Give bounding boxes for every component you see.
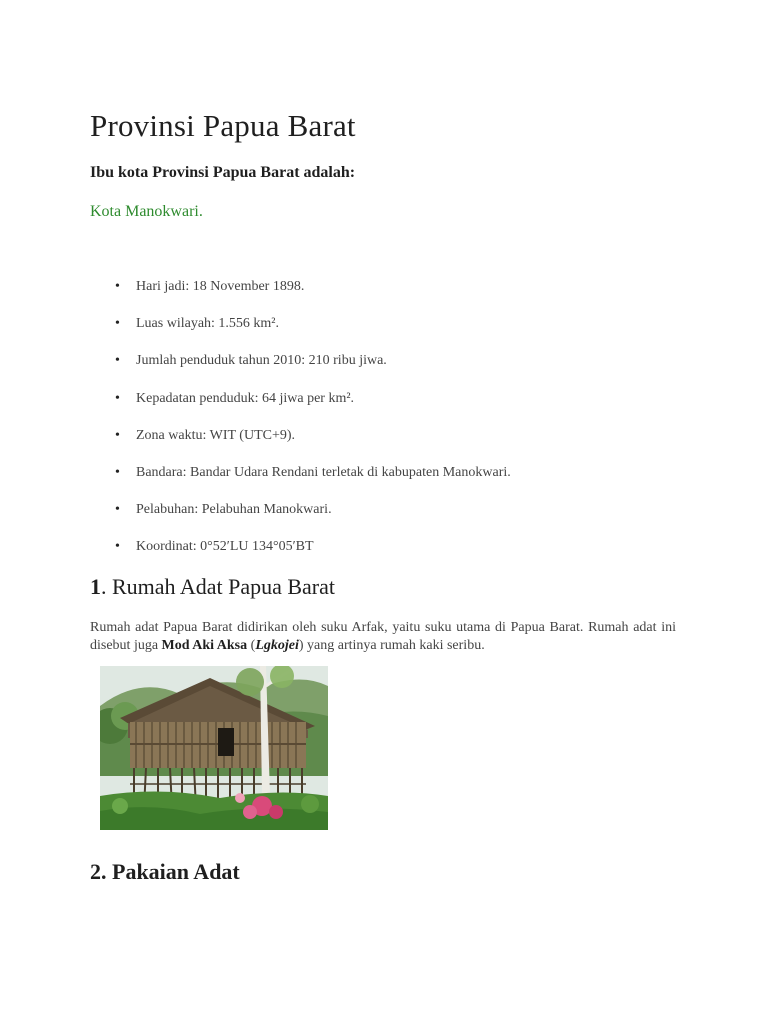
list-item <box>90 276 690 313</box>
list-item <box>90 536 690 573</box>
section-title: . Rumah Adat Papua Barat <box>101 574 336 599</box>
section-number: 2 <box>90 859 101 884</box>
capital-answer: Kota Manokwari. <box>90 203 203 220</box>
section-heading-pakaian-adat <box>90 859 240 885</box>
fact-text: Zona waktu: WIT (UTC+9). <box>136 427 296 443</box>
bullet-icon: • <box>115 353 120 369</box>
fact-text: Bandara: Bandar Udara Rendani terletak di kabupaten Manokwari. <box>136 464 511 480</box>
bullet-icon: • <box>115 390 120 406</box>
stilt-house-photo <box>100 666 328 830</box>
stilt-house-illustration <box>100 666 328 830</box>
section-heading-rumah-adat <box>90 574 335 600</box>
list-item <box>90 350 690 387</box>
list-item <box>90 425 690 462</box>
rumah-adat-paragraph <box>90 619 676 655</box>
capital-question: Ibu kota Provinsi Papua Barat adalah: <box>90 164 356 181</box>
bullet-icon: • <box>115 279 120 294</box>
bullet-icon: • <box>115 502 120 518</box>
para-bold-term: Mod Aki Aksa <box>161 638 248 653</box>
bullet-icon: • <box>115 427 120 443</box>
para-text: Rumah adat Papua Barat didirikan oleh suku Arfak, yaitu suku utama di Papua Barat. Rumah adat ini disebut juga <box>90 620 676 653</box>
bullet-icon: • <box>115 539 120 555</box>
list-item <box>90 499 690 536</box>
fact-text: Pelabuhan: Pelabuhan Manokwari. <box>136 502 332 518</box>
fact-text: Kepadatan penduduk: 64 jiwa per km². <box>136 390 355 406</box>
list-item <box>90 462 690 499</box>
para-text: ) yang artinya rumah kaki seribu. <box>298 638 485 653</box>
bullet-icon: • <box>115 316 120 332</box>
section-number: 1 <box>90 574 101 599</box>
facts-list <box>90 276 690 574</box>
fact-text: Jumlah penduduk tahun 2010: 210 ribu jiwa. <box>136 353 387 369</box>
bullet-icon: • <box>115 464 120 480</box>
fact-text: Hari jadi: 18 November 1898. <box>136 279 305 294</box>
list-item <box>90 388 690 425</box>
para-text: ( <box>247 638 256 653</box>
fact-text: Luas wilayah: 1.556 km². <box>136 316 280 332</box>
fact-text: Koordinat: 0°52′LU 134°05′BT <box>136 539 314 555</box>
list-item <box>90 313 690 350</box>
page-title: Provinsi Papua Barat <box>90 108 356 143</box>
para-bold-italic-term: Lgkojei <box>255 638 299 653</box>
section-title: . Pakaian Adat <box>101 859 240 884</box>
